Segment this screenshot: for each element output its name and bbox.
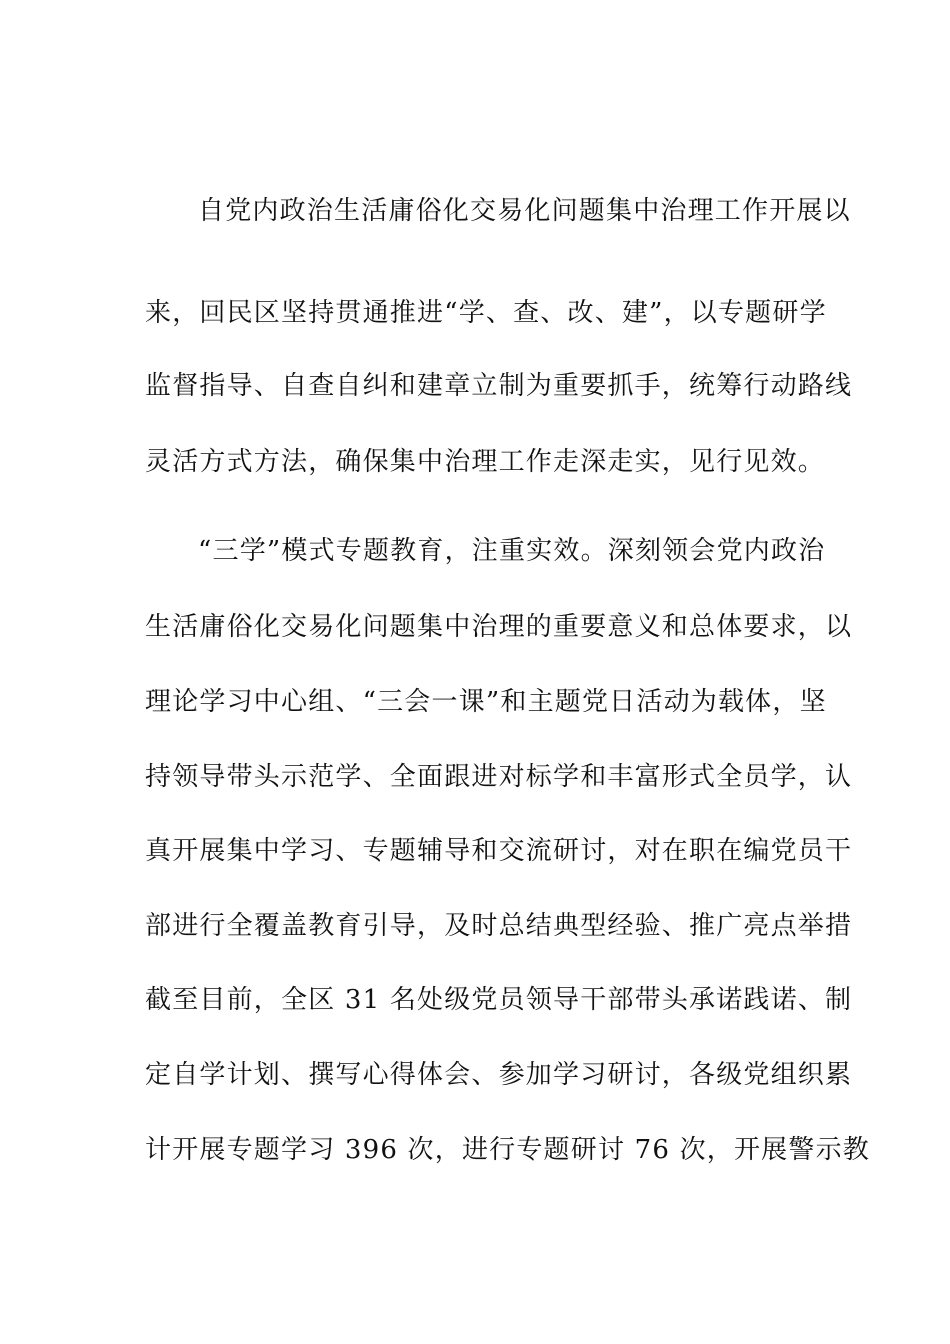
paragraph-1-line-1: 自党内政治生活庸俗化交易化问题集中治理工作开展以 xyxy=(198,196,851,226)
paragraph-2-line-1: “三学”模式专题教育，注重实效。深刻领会党内政治 xyxy=(198,536,826,566)
paragraph-1-line-2: 来，回民区坚持贯通推进“学、查、改、建”，以专题研学 xyxy=(145,298,827,328)
paragraph-2-line-9: 计开展专题学习 396 次，进行专题研讨 76 次，开展警示教 xyxy=(145,1135,870,1165)
paragraph-2-line-5: 真开展集中学习、专题辅导和交流研讨，对在职在编党员干 xyxy=(145,836,853,866)
paragraph-2-line-7: 截至目前，全区 31 名处级党员领导干部带头承诺践诺、制 xyxy=(145,985,853,1015)
paragraph-2-line-4: 持领导带头示范学、全面跟进对标学和丰富形式全员学，认 xyxy=(145,762,853,792)
paragraph-2-line-6: 部进行全覆盖教育引导，及时总结典型经验、推广亮点举措 xyxy=(145,911,853,941)
paragraph-2-line-3: 理论学习中心组、“三会一课”和主题党日活动为载体，坚 xyxy=(145,687,827,717)
paragraph-2-line-8: 定自学计划、撰写心得体会、参加学习研讨，各级党组织累 xyxy=(145,1060,853,1090)
paragraph-1-line-3: 监督指导、自查自纠和建章立制为重要抓手，统筹行动路线 xyxy=(145,371,853,401)
paragraph-1-line-4: 灵活方式方法，确保集中治理工作走深走实，见行见效。 xyxy=(145,447,826,477)
paragraph-2-line-2: 生活庸俗化交易化问题集中治理的重要意义和总体要求，以 xyxy=(145,612,853,642)
